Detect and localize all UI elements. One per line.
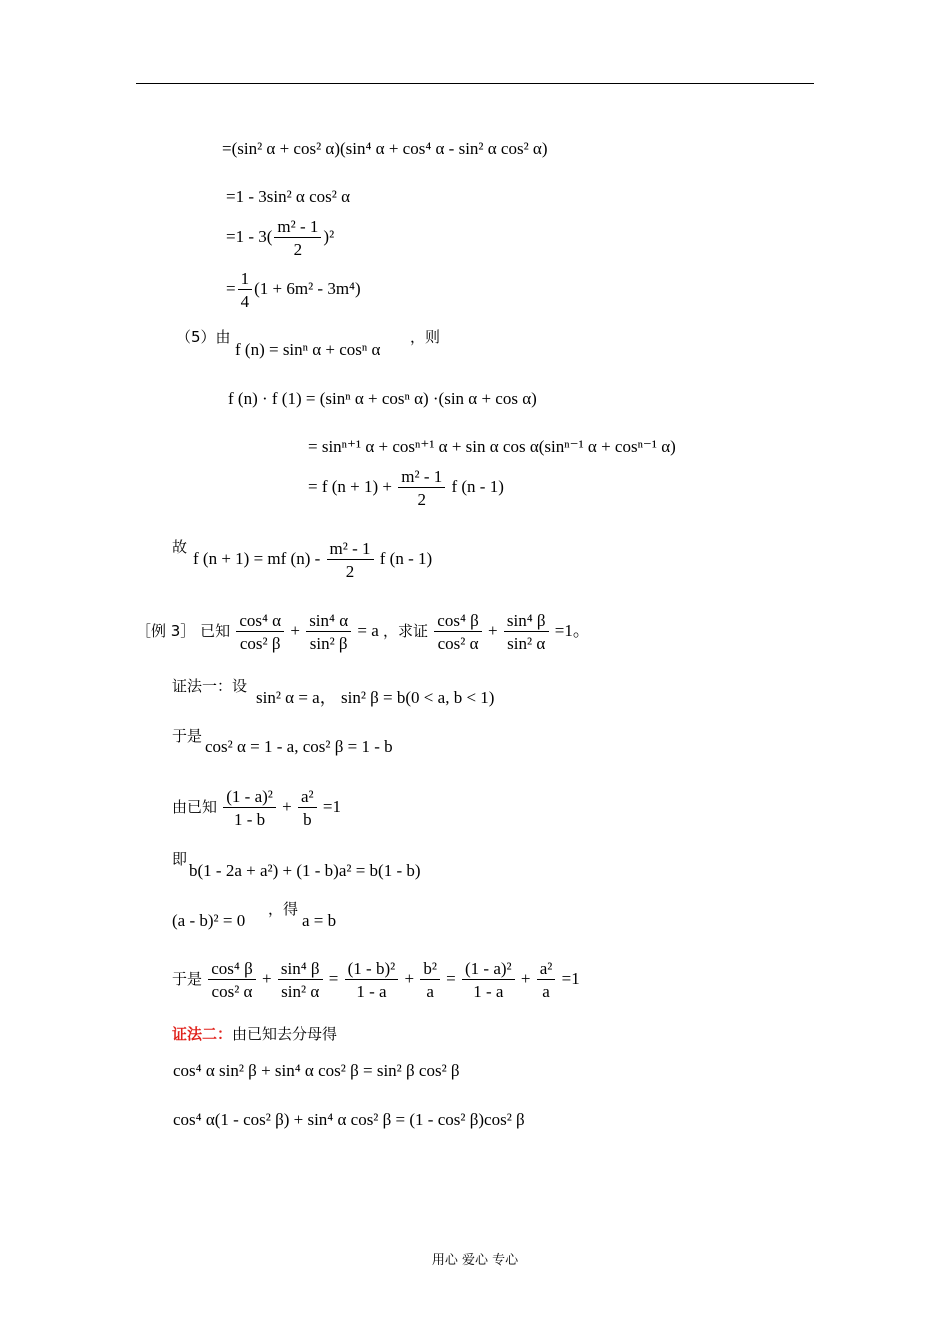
- proof2-heading-line: [172, 1025, 337, 1042]
- example3-statement: ［例 3］ 已知 $\frac{\text{cos⁴ α}}{\text{cos² β}}$ + $\frac{\text{sin⁴ α}}{\text{sin² β}}$ = a ，求证 $\frac{\text{cos⁴ β}}{\text{cos² α}}$ + $\frac{\text{sin⁴ β}}{\text{sin² α}}$ =1。: [136, 611, 590, 653]
- proof2-line2: cos⁴ α(1 - cos² β) + sin⁴ α cos² β = (1 - cos² β)cos² β: [173, 1110, 525, 1129]
- proof1-ie: b(1 - 2a + a²) + (1 - b)a² = b(1 - b): [189, 861, 421, 880]
- product-line: f (n) · f (1) = (sinⁿ α + cosⁿ α) ·(sin α + cos α): [228, 389, 537, 408]
- conclusion-line: f (n + 1) = mf (n) - $\frac{\text{m² - 1}}{2}$ f (n - 1): [193, 539, 433, 581]
- proof1-known: 由已知 $\frac{\text{(1 - a)²}}{1 - b}$ + $\frac{\text{a²}}{b}$ =1: [172, 787, 341, 829]
- conclusion-label: 故: [172, 538, 188, 556]
- proof1-ie-label: 即: [172, 850, 188, 868]
- page-footer: 用心 爱心 专心: [431, 1253, 519, 1268]
- step-simplify: =1 - 3sin² α cos² α: [226, 187, 351, 206]
- proof1-label: 证法一：设: [172, 677, 248, 695]
- part5-then: ，则: [410, 328, 441, 346]
- part5-definition: f (n) = sinⁿ α + cosⁿ α: [235, 340, 381, 359]
- proof1-equal: a = b: [302, 911, 337, 930]
- part5-label: （5）由: [176, 328, 231, 346]
- expand-line: = sinⁿ⁺¹ α + cosⁿ⁺¹ α + sin α cos α(sinⁿ⁻¹ α + cosⁿ⁻¹ α): [308, 437, 676, 456]
- step-substitute: =1 - 3( $\frac{\text{m² - 1}}{2}$ )²: [226, 217, 335, 259]
- step-result: = $\frac{1}{4}$ (1 + 6m² - 3m⁴): [226, 269, 361, 311]
- proof2-desc: 由已知去分母得: [232, 1025, 338, 1043]
- header-rule: [136, 83, 814, 84]
- proof2-heading: 证法二：: [172, 1025, 233, 1043]
- proof1-then: cos² α = 1 - a, cos² β = 1 - b: [205, 737, 393, 756]
- proof1-square: (a - b)² = 0: [172, 911, 246, 930]
- proof2-line1: cos⁴ α sin² β + sin⁴ α cos² β = sin² β cos² β: [173, 1061, 460, 1080]
- proof1-let: sin² α = a， sin² β = b(0 < a, b < 1): [256, 688, 495, 707]
- proof1-then-label: 于是: [172, 727, 203, 745]
- factorization-line: =(sin² α + cos² α)(sin⁴ α + cos⁴ α - sin² α cos² α): [222, 139, 548, 158]
- proof1-final: 于是 $\frac{\text{cos⁴ β}}{\text{cos² α}}$ + $\frac{\text{sin⁴ β}}{\text{sin² α}}$ = $\frac{\text{(1 - b)²}}{1 - a}$ + $\frac{\text{b²}}{a}$ = $\frac{\text{(1 - a)²}}{1 - a}$ + $\frac{\text{a²}}{a}$ =1: [172, 959, 580, 1001]
- proof1-get-label: ，得: [268, 900, 299, 918]
- recurrence-line: = f (n + 1) + $\frac{\text{m² - 1}}{2}$ f (n - 1): [308, 467, 504, 509]
